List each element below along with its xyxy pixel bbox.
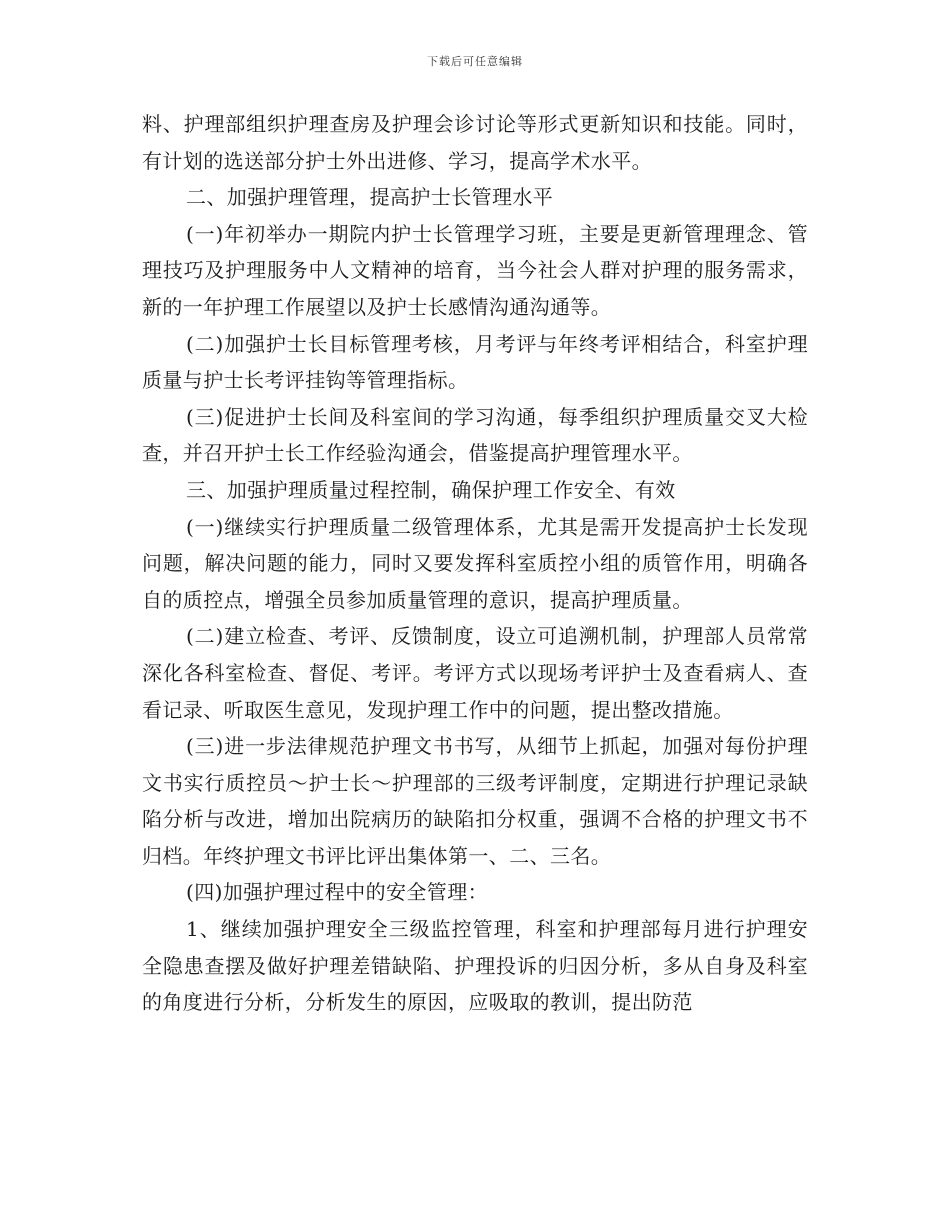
document-body [142,106,808,1021]
paragraph-4: (二)加强护士长目标管理考核，月考评与年终考评相结合，科室护理质量与护士长考评挂钩等管理指标。 [142,331,808,393]
paragraph-7: (一)继续实行护理质量二级管理体系，尤其是需开发提高护士长发现问题，解决问题的能力，同时又要发挥科室质控小组的质管作用，明确各自的质控点，增强全员参加质量管理的意识，提高护理质量。 [142,514,808,612]
paragraph-9: (三)进一步法律规范护理文书书写，从细节上抓起，加强对每份护理文书实行质控员～护士长～护理部的三级考评制度，定期进行护理记录缺陷分析与改进，增加出院病历的缺陷扣分权重，强调不合格的护理文书不归档。年终护理文书评比评出集体第一、二、三名。 [142,734,808,868]
paragraph-5: (三)促进护士长间及科室间的学习沟通，每季组织护理质量交叉大检查，并召开护士长工作经验沟通会，借鉴提高护理管理水平。 [142,404,808,466]
paragraph-1: 料、护理部组织护理查房及护理会诊讨论等形式更新知识和技能。同时，有计划的选送部分护士外出进修、学习，提高学术水平。 [142,112,808,173]
paragraph-3: (一)年初举办一期院内护士长管理学习班，主要是更新管理理念、管理技巧及护理服务中人文精神的培育，当今社会人群对护理的服务需求，新的一年护理工作展望以及护士长感情沟通沟通等。 [142,221,808,319]
page-header: 下载后可任意编辑 [427,55,523,68]
paragraph-11: 1、继续加强护理安全三级监控管理，科室和护理部每月进行护理安全隐患查摆及做好护理差错缺陷、护理投诉的归因分析，多从自身及科室的角度进行分析，分析发生的原因，应吸取的教训，提出防范 [142,917,808,1015]
paragraph-2-heading: 二、加强护理管理，提高护士长管理水平 [186,185,554,210]
paragraph-6-heading: 三、加强护理质量过程控制，确保护理工作安全、有效 [186,477,676,502]
paragraph-10: (四)加强护理过程中的安全管理： [186,880,489,905]
paragraph-8: (二)建立检查、考评、反馈制度，设立可追溯机制，护理部人员常常深化各科室检查、督促、考评。考评方式以现场考评护士及查看病人、查看记录、听取医生意见，发现护理工作中的问题，提出整改措施。 [142,624,808,722]
